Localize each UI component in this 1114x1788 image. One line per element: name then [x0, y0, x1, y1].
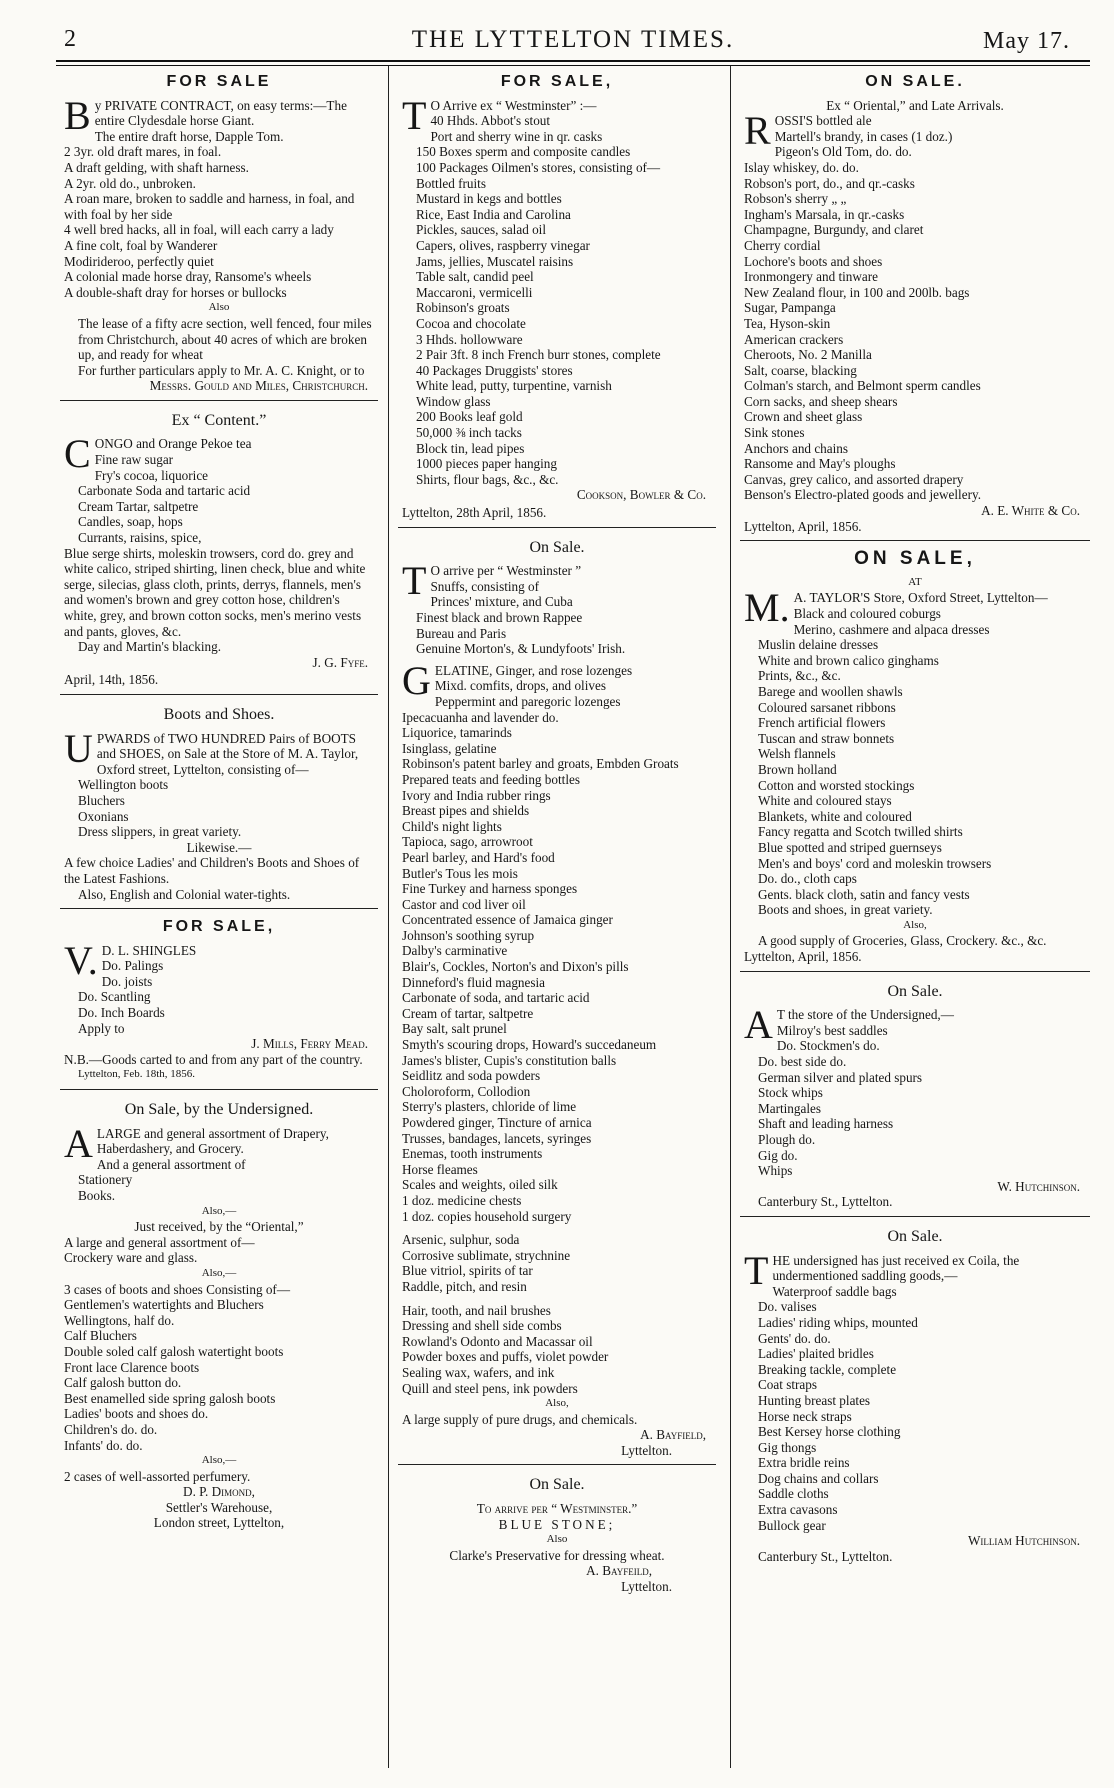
list-item: Plough do.	[758, 1132, 816, 1147]
advertiser-signature: Cookson, Bowler & Co.	[576, 487, 706, 503]
list-item: Sink stones	[744, 425, 805, 441]
advert-paragraph: A good supply of Groceries, Glass, Crockery. &c., &c.	[758, 933, 1047, 949]
advert-intro: GELATINE, Ginger, and rose lozenges	[402, 657, 633, 703]
list-item: Fine Turkey and harness sponges	[402, 881, 578, 897]
advert-heading: ON SALE.	[865, 73, 965, 90]
list-item: Canvas, grey calico, and assorted drapery	[744, 471, 964, 487]
list-item: Do. best side do.	[758, 1054, 847, 1070]
advertiser-address: Lyttelton.	[621, 1579, 672, 1595]
list-item: Johnson's soothing syrup	[402, 927, 535, 943]
advert-saddling-goods	[740, 1223, 1090, 1570]
advert-content	[60, 407, 378, 695]
list-item: Shaft and leading harness	[758, 1116, 894, 1132]
advert-intro: CONGO and Orange Pekoe tea	[64, 431, 252, 477]
advert-heading: Ex “ Content.”	[171, 411, 267, 429]
list-item: Tapioca, sago, arrowroot	[402, 834, 533, 850]
page-number: 2	[64, 26, 76, 52]
list-item: Hair, tooth, and nail brushes	[402, 1302, 551, 1318]
item-list	[402, 1232, 712, 1294]
also-label: Also	[208, 301, 230, 314]
list-item: Dressing and shell side combs	[402, 1318, 562, 1334]
item-list	[64, 129, 374, 301]
list-item: Do. Scantling	[78, 989, 151, 1005]
list-item: Tuscan and straw bonnets	[758, 730, 895, 746]
advertiser-signature: Messrs. Gould and Miles, Christchurch.	[149, 378, 368, 394]
list-item: 40 Hhds. Abbot's stout	[430, 113, 551, 129]
column-3	[740, 70, 1090, 1768]
advert-date: Lyttelton, April, 1856.	[744, 518, 862, 534]
advert-drugs	[398, 534, 716, 1466]
advert-heading: FOR SALE	[166, 73, 272, 90]
list-item: A fine colt, foal by Wanderer	[64, 237, 218, 253]
list-item: Dress slippers, in great variety.	[78, 824, 242, 840]
advert-heading: FOR SALE,	[162, 918, 276, 936]
masthead-rule-thin	[56, 65, 1090, 66]
list-item: A roan mare, broken to saddle and harness, in foal, and with foal by her side	[64, 191, 355, 222]
advert-taylor-store	[740, 547, 1090, 971]
item-list	[744, 1023, 1086, 1179]
list-item: Raddle, pitch, and resin	[402, 1278, 527, 1294]
advert-at: AT	[908, 575, 922, 588]
item-list	[64, 1297, 374, 1453]
list-item: Waterproof saddle bags	[772, 1283, 897, 1299]
advert-shingles	[60, 915, 378, 1090]
advert-heading: On Sale.	[887, 982, 943, 1000]
list-item: Welsh flannels	[758, 746, 836, 762]
list-item: Candles, soap, hops	[78, 514, 183, 530]
advert-intro: UPWARDS of TWO HUNDRED Pairs of BOOTS and SHOES, on Sale at the Store of M. A. Taylor, Oxford street, Lyttelton, consisting of—	[64, 725, 359, 777]
list-item: Milroy's best saddles	[776, 1022, 888, 1038]
advert-paragraph: A few choice Ladies' and Children's Boots and Shoes of the Latest Fashions.	[64, 855, 360, 886]
list-item: Best Kersey horse clothing	[758, 1424, 901, 1440]
also-label: Also	[546, 1533, 568, 1546]
list-item: Merino, cashmere and alpaca dresses	[793, 621, 990, 637]
list-item: Ladies' boots and shoes do.	[64, 1406, 209, 1422]
list-item: Powdered ginger, Tincture of arnica	[402, 1115, 592, 1130]
advert-date: Canterbury St., Lyttelton.	[758, 1548, 893, 1564]
column-1	[60, 70, 378, 1768]
advert-heading: Boots and Shoes.	[163, 705, 275, 723]
list-item: White lead, putty, turpentine, varnish	[416, 378, 612, 394]
list-item: 2 3yr. old draft mares, in foal.	[64, 144, 222, 160]
list-item: 1000 pieces paper hanging	[416, 456, 557, 472]
list-item: Best enamelled side spring galosh boots	[64, 1390, 276, 1406]
list-item: Robinson's patent barley and groats, Embden Groats	[402, 756, 679, 772]
list-item: Hunting breast plates	[758, 1392, 871, 1408]
list-item: Window glass	[416, 393, 491, 409]
advertiser-signature: A. Bayfeild,	[586, 1563, 652, 1579]
list-item: Wellingtons, half do.	[64, 1312, 175, 1328]
advert-note: N.B.—Goods carted to and from any part of the country.	[64, 1051, 363, 1067]
advert-drapery	[60, 1096, 378, 1537]
list-item: Coat straps	[758, 1377, 817, 1393]
list-item: Sugar, Pampanga	[744, 300, 836, 316]
advert-intro: TO Arrive ex “ Westminster” :—	[402, 92, 597, 138]
list-item: Shirts, flour bags, &c., &c.	[416, 471, 559, 487]
also-label: Also,—	[201, 1204, 237, 1217]
list-item: Bluchers	[78, 792, 125, 808]
advert-intro: M.A. TAYLOR'S Store, Oxford Street, Lyttelton—	[744, 585, 1048, 631]
advert-date: Canterbury St., Lyttelton.	[758, 1194, 893, 1210]
list-item: Do. Stockmen's do.	[776, 1038, 880, 1054]
list-item: Cotton and worsted stockings	[758, 777, 915, 793]
list-item: Carbonate of soda, and tartaric acid	[402, 990, 590, 1006]
list-item: Child's night lights	[402, 818, 502, 834]
list-item: White and brown calico ginghams	[758, 652, 939, 668]
also-label: Also,—	[201, 1454, 237, 1467]
list-item: Isinglass, gelatine	[402, 740, 497, 756]
advert-line: Just received, by the “Oriental,”	[134, 1219, 304, 1235]
advert-line: To arrive per “ Westminster.”	[476, 1501, 638, 1517]
advert-intro: ROSSI'S bottled ale	[744, 108, 872, 154]
list-item: Anchors and chains	[744, 440, 849, 456]
list-item: Cocoa and chocolate	[416, 315, 526, 331]
item-list	[402, 579, 712, 657]
list-item: 40 Packages Druggists' stores	[416, 362, 573, 378]
list-item: Liquorice, tamarinds	[402, 725, 512, 741]
list-item: Dalby's carminative	[402, 943, 508, 959]
advert-heading: FOR SALE,	[500, 73, 614, 90]
list-item: Do. joists	[101, 973, 153, 989]
list-item: Choloroform, Collodion	[402, 1083, 531, 1099]
advert-date: April, 14th, 1856.	[64, 672, 159, 688]
list-item: 100 Packages Oilmen's stores, consisting of—	[416, 159, 661, 175]
item-list	[744, 606, 1086, 918]
list-item: Stationery	[78, 1172, 133, 1188]
list-item: Benson's Electro-plated goods and jewellery.	[744, 487, 981, 503]
list-item: German silver and plated spurs	[758, 1069, 923, 1085]
advert-line: A large and general assortment of—	[64, 1234, 255, 1250]
advert-intro: ALARGE and general assortment of Drapery, Haberdashery, and Grocery.	[64, 1120, 329, 1166]
list-item: Corn sacks, and sheep shears	[744, 393, 898, 409]
list-item: Mustard in kegs and bottles	[416, 191, 562, 207]
list-item: Oxonians	[78, 808, 129, 824]
advertiser-address: Lyttelton.	[621, 1442, 672, 1458]
list-item: Boots and shoes, in great variety.	[758, 902, 933, 918]
list-item: Horse neck straps	[758, 1408, 852, 1424]
list-item: Dog chains and collars	[758, 1470, 879, 1486]
list-item: Ladies' riding whips, mounted	[758, 1314, 918, 1330]
list-item: Pigeon's Old Tom, do. do.	[774, 144, 912, 160]
list-item: Cheroots, No. 2 Manilla	[744, 347, 872, 363]
advert-line: BLUE STONE;	[498, 1516, 616, 1532]
advert-boots	[60, 701, 378, 909]
list-item: New Zealand flour, in 100 and 200lb. bags	[744, 284, 970, 300]
list-item: Enemas, tooth instruments	[402, 1146, 543, 1162]
advertiser-signature: A. E. White & Co.	[981, 503, 1080, 519]
advertiser-address: London street, Lyttelton,	[153, 1515, 285, 1531]
list-item: Arsenic, sulphur, soda	[402, 1232, 520, 1248]
list-item: Gig do.	[758, 1147, 798, 1163]
item-list	[402, 1303, 712, 1397]
list-item: Prints, &c., &c.	[758, 668, 841, 684]
advert-intro: TO arrive per “ Westminster ”	[402, 558, 582, 604]
list-item: Front lace Clarence boots	[64, 1359, 200, 1375]
advert-paragraph: Blue serge shirts, moleskin trowsers, cord do. grey and white calico, striped shirting, linen check, blue and white serge, silecias, glass cloth, prints, derrys, flannels, men's and women's brown and grey cotton hose, children's white, grey, and brown cotton socks, men's merino vests and pants, gloves, &c.	[64, 545, 366, 639]
list-item: Scales and weights, oiled silk	[402, 1177, 558, 1193]
list-item: Black and coloured coburgs	[793, 606, 941, 621]
newspaper-title: THE LYTTELTON TIMES.	[411, 26, 735, 53]
list-item: 3 Hhds. hollowware	[416, 331, 523, 347]
list-item: Bureau and Paris	[416, 625, 507, 641]
list-item: Modirideroo, perfectly quiet	[64, 253, 214, 269]
list-item: Cherry cordial	[744, 237, 821, 253]
particulars-text: For further particulars apply to Mr. A. C. Knight, or to	[78, 362, 365, 378]
list-item: A colonial made horse dray, Ransome's wheels	[64, 269, 312, 285]
list-item: Seidlitz and soda powders	[402, 1068, 541, 1084]
advert-line: Also, English and Colonial water-tights.	[78, 886, 291, 902]
list-item: Ladies' plaited bridles	[758, 1346, 874, 1362]
list-item: Calf galosh button do.	[64, 1375, 182, 1391]
list-item: Rowland's Odonto and Macassar oil	[402, 1333, 593, 1349]
list-item: 4 well bred hacks, all in foal, will each carry a lady	[64, 222, 334, 238]
list-item: Champagne, Burgundy, and claret	[744, 222, 924, 238]
item-list	[64, 958, 374, 1036]
list-item: Books.	[78, 1188, 116, 1203]
advert-intro: By PRIVATE CONTRACT, on easy terms:—The entire Clydesdale horse Giant.	[64, 92, 347, 138]
list-item: Finest black and brown Rappee	[416, 610, 583, 625]
list-item: Carbonate Soda and tartaric acid	[78, 483, 251, 499]
advert-intro: AT the store of the Undersigned,—	[744, 1002, 954, 1048]
advertiser-signature: W. Hutchinson.	[997, 1178, 1080, 1194]
list-item: Bay salt, salt prunel	[402, 1021, 507, 1037]
advert-line: 3 cases of boots and shoes Consisting of—	[64, 1281, 291, 1297]
list-item: Castor and cod liver oil	[402, 896, 526, 912]
advert-line: Day and Martin's blacking.	[78, 639, 222, 655]
list-item: Bullock gear	[758, 1517, 826, 1533]
list-item: White and coloured stays	[758, 793, 892, 809]
list-item: 50,000 ⅜ inch tacks	[416, 425, 522, 441]
advert-saddles	[740, 978, 1090, 1217]
also-label: Also,	[903, 918, 927, 931]
list-item: Extra bridle reins	[758, 1455, 850, 1471]
list-item: Blair's, Cockles, Norton's and Dixon's pills	[402, 959, 629, 975]
advert-heading: On Sale.	[529, 1476, 585, 1494]
list-item: French artificial flowers	[758, 715, 886, 731]
item-list	[64, 777, 374, 839]
list-item: Snuffs, consisting of	[430, 578, 539, 594]
list-item: Dinneford's fluid magnesia	[402, 974, 546, 990]
advert-oriental	[740, 70, 1090, 541]
column-divider	[730, 66, 731, 1768]
list-item: Horse fleames	[402, 1161, 478, 1177]
likewise-label: Likewise.—	[186, 839, 252, 855]
list-item: Blankets, white and coloured	[758, 808, 912, 824]
list-item: Jams, jellies, Muscatel raisins	[416, 253, 574, 269]
list-item: Corrosive sublimate, strychnine	[402, 1247, 571, 1263]
list-item: 150 Boxes sperm and composite candles	[416, 144, 631, 160]
list-item: Port and sherry wine in qr. casks	[430, 128, 603, 144]
list-item: Genuine Morton's, & Lundyfoots' Irish.	[416, 641, 626, 657]
list-item: Sterry's plasters, chloride of lime	[402, 1099, 577, 1115]
advert-heading: On Sale.	[887, 1227, 943, 1245]
advert-line: Crockery ware and glass.	[64, 1250, 198, 1266]
list-item: Trusses, bandages, lancets, syringes	[402, 1130, 592, 1146]
item-list	[64, 1157, 374, 1204]
list-item: Fry's cocoa, liquorice	[94, 467, 209, 483]
list-item: Ivory and India rubber rings	[402, 787, 551, 803]
list-item: Gents. black cloth, satin and fancy vests	[758, 886, 970, 902]
list-item: Blue spotted and striped guernseys	[758, 839, 942, 855]
list-item: Salt, coarse, blacking	[744, 362, 857, 378]
list-item: Tea, Hyson-skin	[744, 315, 831, 331]
list-item: Children's do. do.	[64, 1421, 158, 1437]
list-item: A 2yr. old do., unbroken.	[64, 175, 196, 191]
list-item: 1 doz. medicine chests	[402, 1192, 522, 1208]
issue-date: May 17.	[983, 28, 1070, 54]
list-item: Gentlemen's watertights and Bluchers	[64, 1297, 264, 1313]
list-item: A draft gelding, with shaft harness.	[64, 159, 249, 175]
list-item: Pickles, sauces, salad oil	[416, 222, 547, 238]
advert-date: Lyttelton, April, 1856.	[744, 949, 862, 965]
masthead	[56, 22, 1090, 58]
advert-date: Lyttelton, Feb. 18th, 1856.	[78, 1068, 196, 1081]
list-item: James's blister, Cupis's constitution balls	[402, 1052, 617, 1068]
item-list	[402, 113, 712, 487]
list-item: Extra cavasons	[758, 1502, 838, 1518]
list-item: Ingham's Marsala, in qr.-casks	[744, 206, 905, 222]
list-item: Maccaroni, vermicelli	[416, 284, 533, 300]
list-item: Powder boxes and puffs, violet powder	[402, 1349, 609, 1365]
list-item: Fancy regatta and Scotch twilled shirts	[758, 824, 963, 840]
list-item: 200 Books leaf gold	[416, 409, 523, 425]
advert-heading: On Sale.	[529, 538, 585, 556]
advertiser-signature: A. Bayfield,	[640, 1427, 706, 1443]
list-item: 1 doz. copies household surgery	[402, 1208, 572, 1224]
list-item: Ipecacuanha and lavender do.	[402, 709, 559, 725]
list-item: Capers, olives, raspberry vinegar	[416, 237, 590, 253]
list-item: Do. Inch Boards	[78, 1005, 165, 1021]
advertiser-signature: D. P. Dimond,	[183, 1484, 255, 1500]
list-item: Muslin delaine dresses	[758, 637, 879, 653]
list-item: Do. Palings	[101, 958, 164, 974]
list-item: Robson's sherry „ „	[744, 191, 847, 207]
list-item: Gents' do. do.	[758, 1330, 831, 1346]
list-item: Cream Tartar, saltpetre	[78, 498, 199, 514]
advertiser-signature: J. Mills, Ferry Mead.	[251, 1036, 368, 1052]
list-item: Quill and steel pens, ink powders	[402, 1380, 578, 1396]
list-item: Saddle cloths	[758, 1486, 829, 1502]
list-item: Double soled calf galosh watertight boots	[64, 1343, 284, 1359]
advert-heading: On Sale, by the Undersigned.	[124, 1101, 314, 1119]
advert-line: A large supply of pure drugs, and chemicals.	[402, 1411, 638, 1427]
advert-intro: THE undersigned has just received ex Coila, the undermentioned saddling goods,—	[744, 1247, 1020, 1293]
list-item: Gig thongs	[758, 1439, 817, 1455]
list-item: Barege and woollen shawls	[758, 683, 903, 699]
list-item: Coloured sarsanet ribbons	[758, 699, 896, 715]
list-item: Breast pipes and shields	[402, 803, 530, 819]
list-item: Block tin, lead pipes	[416, 440, 525, 456]
advert-blue-stone	[398, 1471, 716, 1600]
list-item: Breaking tackle, complete	[758, 1361, 897, 1377]
list-item: Butler's Tous les mois	[402, 865, 518, 881]
list-item: Whips	[758, 1163, 793, 1179]
list-item: Mixd. comfits, drops, and olives	[434, 678, 606, 694]
list-item: Robinson's groats	[416, 300, 510, 316]
list-item: Wellington boots	[78, 777, 169, 793]
advertiser-signature: William Hutchinson.	[967, 1533, 1080, 1549]
list-item: Ironmongery and tinware	[744, 269, 879, 285]
list-item: Martingales	[758, 1100, 821, 1116]
column-divider	[388, 66, 389, 1768]
list-item: Fine raw sugar	[94, 452, 174, 468]
list-item: 2 Pair 3ft. 8 inch French burr stones, complete	[416, 347, 661, 363]
lease-text: The lease of a fifty acre section, well fenced, four miles from Christchurch, about 40 acres of which are broken up, and ready for wheat	[78, 315, 372, 363]
advert-westminster-stores	[398, 70, 716, 528]
list-item: Bottled fruits	[416, 175, 486, 191]
list-item: Ransome and May's ploughs	[744, 456, 896, 472]
list-item: Do. do., cloth caps	[758, 871, 857, 887]
item-list	[402, 678, 712, 1224]
column-2	[398, 70, 716, 1768]
item-list	[744, 1284, 1086, 1534]
list-item: Men's and boys' cord and moleskin trowsers	[758, 855, 992, 871]
list-item: The entire draft horse, Dapple Tom.	[94, 128, 284, 144]
list-item: Peppermint and paregoric lozenges	[434, 693, 621, 709]
also-label: Also,	[545, 1397, 569, 1410]
list-item: Pearl barley, and Hard's food	[402, 849, 555, 865]
list-item: Crown and sheet glass	[744, 409, 863, 425]
list-item: Brown holland	[758, 761, 837, 777]
list-item: Lochore's boots and shoes	[744, 253, 883, 269]
masthead-rule	[56, 60, 1090, 62]
list-item: Infants' do. do.	[64, 1437, 143, 1453]
list-item: Robson's port, do., and qr.-casks	[744, 175, 915, 191]
advert-line: 2 cases of well-assorted perfumery.	[64, 1468, 251, 1484]
list-item: Do. valises	[758, 1299, 817, 1315]
list-item: Stock whips	[758, 1085, 823, 1101]
advert-heading: ON SALE,	[854, 548, 976, 570]
list-item: American crackers	[744, 331, 844, 347]
list-item: Calf Bluchers	[64, 1328, 137, 1344]
advert-line: Clarke's Preservative for dressing wheat.	[449, 1547, 665, 1563]
list-item: Cream of tartar, saltpetre	[402, 1005, 534, 1021]
list-item: Apply to	[78, 1020, 125, 1036]
list-item: Princes' mixture, and Cuba	[430, 594, 573, 610]
list-item: Smyth's scouring drops, Howard's succedaneum	[402, 1037, 657, 1053]
list-item: Sealing wax, wafers, and ink	[402, 1364, 555, 1380]
list-item: Colman's starch, and Belmont sperm candles	[744, 378, 981, 394]
list-item: Table salt, candid peel	[416, 269, 534, 285]
list-item: Concentrated essence of Jamaica ginger	[402, 912, 613, 928]
list-item: Currants, raisins, spice,	[78, 530, 202, 546]
list-item: Prepared teats and feeding bottles	[402, 771, 580, 787]
list-item: Islay whiskey, do. do.	[744, 159, 859, 175]
list-item: Rice, East India and Carolina	[416, 206, 571, 222]
advert-date: Lyttelton, 28th April, 1856.	[402, 505, 547, 521]
list-item: Blue vitriol, spirits of tar	[402, 1263, 533, 1279]
list-item: And a general assortment of	[96, 1156, 246, 1172]
item-list	[744, 129, 1086, 503]
also-label: Also,—	[201, 1266, 237, 1279]
advert-horses	[60, 70, 378, 401]
advertiser-signature: J. G. Fyfe.	[312, 654, 368, 670]
advertiser-address: Settler's Warehouse,	[165, 1499, 273, 1515]
advert-subheading: Ex “ Oriental,” and Late Arrivals.	[826, 97, 1004, 113]
item-list	[64, 452, 374, 546]
list-item: Martell's brandy, in cases (1 doz.)	[774, 128, 953, 144]
list-item: A double-shaft dray for horses or bullocks	[64, 284, 287, 300]
advert-intro: V.D. L. SHINGLES	[64, 937, 197, 983]
